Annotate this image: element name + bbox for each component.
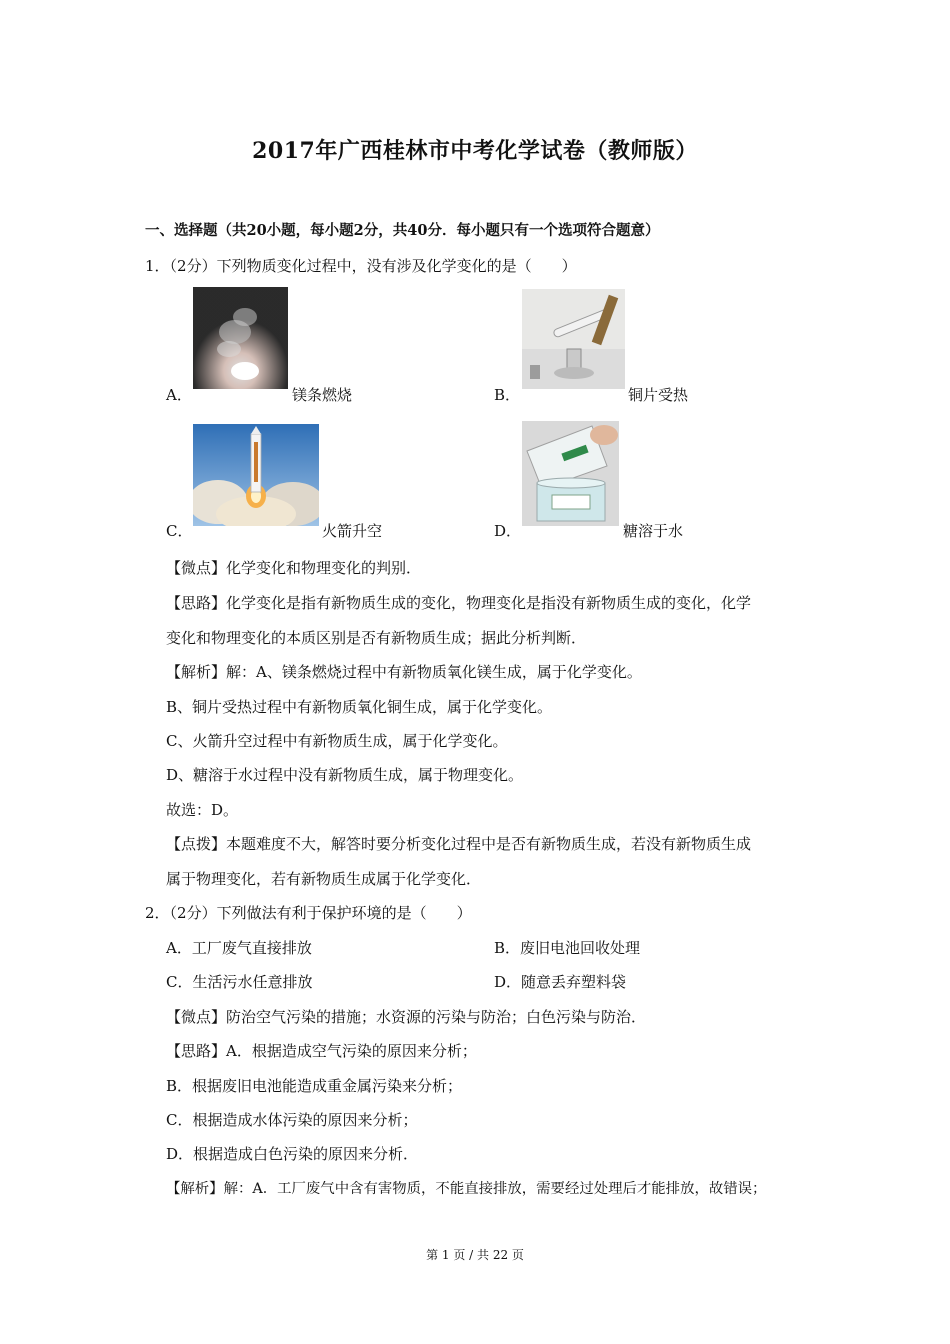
q1-option-a-text: 镁条燃烧 (292, 386, 353, 404)
q2-solution-line1: 【解析】解：A．工厂废气中含有害物质，不能直接排放，需要经过处理后才能排放，故错误； (166, 1181, 767, 1197)
sugar-dissolving-image (522, 421, 619, 526)
rocket-launch-image (193, 424, 319, 526)
q1-option-d-letter: D． (494, 522, 522, 540)
q2-option-b: B．废旧电池回收处理 (494, 939, 641, 957)
document-title: 2017年广西桂林市中考化学试卷（教师版） (252, 138, 698, 164)
magnesium-burning-image (193, 287, 288, 389)
q1-comment-line2: 属于物理变化，若有新物质生成属于化学变化． (166, 870, 482, 888)
q1-option-c-letter: C． (166, 522, 193, 540)
q1-option-c-text: 火箭升空 (322, 522, 383, 540)
q2-approach-line3: C．根据造成水体污染的原因来分析； (166, 1111, 418, 1129)
q2-approach-line1: 【思路】A．根据造成空气污染的原因来分析； (166, 1042, 477, 1060)
q2-knowledge-point: 【微点】防治空气污染的措施；水资源的污染与防治；白色污染与防治． (166, 1008, 647, 1026)
q1-approach-line1: 【思路】化学变化是指有新物质生成的变化，物理变化是指没有新物质生成的变化，化学 (166, 594, 752, 612)
q2-option-d: D．随意丢弃塑料袋 (494, 973, 627, 991)
q2-option-c: C．生活污水任意排放 (166, 973, 313, 991)
q1-option-a-letter: A． (166, 386, 192, 404)
q1-option-b-text: 铜片受热 (628, 386, 689, 404)
q1-approach-line2: 变化和物理变化的本质区别是否有新物质生成；据此分析判断． (166, 629, 587, 647)
section-heading: 一、选择题（共20小题，每小题2分，共40分．每小题只有一个选项符合题意） (145, 222, 660, 239)
q2-approach-line2: B．根据废旧电池能造成重金属污染来分析； (166, 1077, 463, 1095)
q1-solution-line3: C、火箭升空过程中有新物质生成，属于化学变化。 (166, 732, 508, 750)
q1-answer: 故选：D。 (166, 801, 239, 819)
q1-knowledge-point: 【微点】化学变化和物理变化的判别． (166, 559, 422, 577)
q1-stem: 1．（2分）下列物质变化过程中，没有涉及化学变化的是（ ） (145, 257, 577, 275)
q1-solution-line4: D、糖溶于水过程中没有新物质生成，属于物理变化。 (166, 766, 524, 784)
q1-option-d-text: 糖溶于水 (623, 522, 684, 540)
q1-comment-line1: 【点拨】本题难度不大，解答时要分析变化过程中是否有新物质生成，若没有新物质生成 (166, 835, 752, 853)
q2-stem: 2．（2分）下列做法有利于保护环境的是（ ） (145, 904, 472, 922)
q1-solution-line1: 【解析】解：A、镁条燃烧过程中有新物质氧化镁生成，属于化学变化。 (166, 663, 642, 681)
q1-solution-line2: B、铜片受热过程中有新物质氧化铜生成，属于化学变化。 (166, 698, 553, 716)
q2-option-a: A．工厂废气直接排放 (166, 939, 312, 957)
copper-heating-image (522, 289, 625, 389)
q2-approach-line4: D．根据造成白色污染的原因来分析． (166, 1145, 419, 1163)
page-footer: 第 1 页 / 共 22 页 (426, 1248, 524, 1262)
q1-option-b-letter: B． (494, 386, 521, 404)
